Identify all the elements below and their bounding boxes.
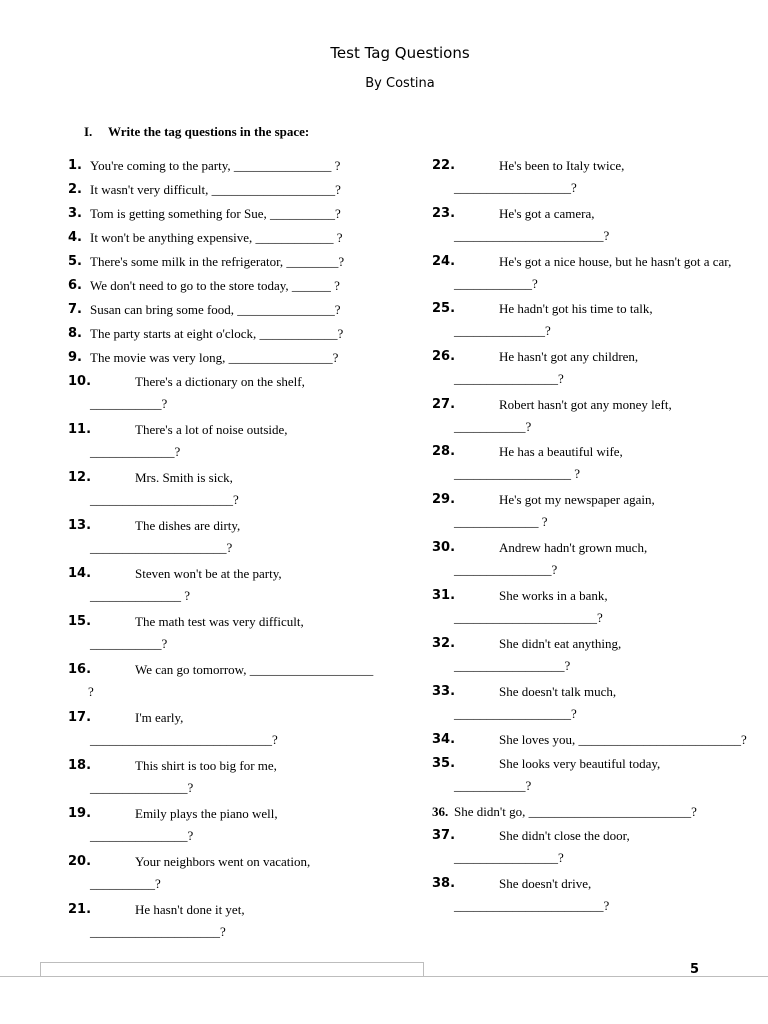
- question-text: She doesn't talk much,: [499, 684, 617, 699]
- answer-blank[interactable]: _______________?: [90, 780, 194, 795]
- answer-blank[interactable]: ___________?: [90, 636, 168, 651]
- author-line: By Costina: [365, 76, 435, 91]
- answer-blank[interactable]: ______________________?: [90, 492, 239, 507]
- question-number: 22.: [432, 158, 456, 173]
- answer-blank[interactable]: ________________?: [454, 850, 564, 865]
- question-number: 8.: [68, 326, 82, 341]
- question-text: Robert hasn't got any money left,: [499, 397, 672, 412]
- answer-blank[interactable]: ____________________________?: [90, 732, 278, 747]
- question-number: 34.: [432, 732, 456, 747]
- question-number: 5.: [68, 254, 82, 269]
- question-text: She didn't close the door,: [499, 828, 630, 843]
- question-number: 9.: [68, 350, 82, 365]
- question-text: Tom is getting something for Sue, __________?: [90, 206, 341, 221]
- question-number: 10.: [68, 374, 92, 389]
- question-text: The dishes are dirty,: [135, 518, 241, 533]
- answer-blank[interactable]: _____________ ?: [454, 514, 548, 529]
- question-number: 37.: [432, 828, 456, 843]
- question-text: She loves you, _________________________?: [499, 732, 747, 747]
- question-text: I'm early,: [135, 710, 184, 725]
- question-number: 15.: [68, 614, 92, 629]
- answer-blank[interactable]: __________________?: [454, 706, 577, 721]
- question-number: 26.: [432, 349, 456, 364]
- question-number: 21.: [68, 902, 92, 917]
- question-text: It won't be anything expensive, ____________ ?: [90, 230, 343, 245]
- footer-divider: [0, 976, 768, 977]
- answer-blank[interactable]: ________________?: [454, 371, 564, 386]
- answer-blank[interactable]: _________________?: [454, 658, 571, 673]
- question-number: 17.: [68, 710, 92, 725]
- question-text: She works in a bank,: [499, 588, 608, 603]
- answer-blank[interactable]: ___________?: [454, 778, 532, 793]
- answer-blank[interactable]: _____________________?: [90, 540, 233, 555]
- answer-blank[interactable]: __________________?: [454, 180, 577, 195]
- question-text: Steven won't be at the party,: [135, 566, 282, 581]
- question-text: He hasn't done it yet,: [135, 902, 245, 917]
- question-number: 29.: [432, 492, 456, 507]
- question-number: 1.: [68, 158, 82, 173]
- section-instruction: [84, 124, 309, 140]
- question-text: There's a lot of noise outside,: [135, 422, 288, 437]
- question-text: She looks very beautiful today,: [499, 756, 661, 771]
- answer-blank[interactable]: _______________?: [90, 828, 194, 843]
- question-text: She doesn't drive,: [499, 876, 592, 891]
- question-text: She didn't go, _________________________?: [454, 804, 697, 819]
- question-text: He's got a nice house, but he hasn't got a car,: [499, 254, 732, 269]
- answer-blank[interactable]: __________________ ?: [454, 466, 581, 481]
- answer-blank[interactable]: _______________?: [454, 562, 558, 577]
- question-text: Emily plays the piano well,: [135, 806, 278, 821]
- question-number: 20.: [68, 854, 92, 869]
- question-number: 16.: [68, 662, 92, 677]
- question-number: 38.: [432, 876, 456, 891]
- question-number: 4.: [68, 230, 82, 245]
- question-number: 18.: [68, 758, 92, 773]
- page-title: Test Tag Questions: [330, 44, 470, 62]
- answer-blank[interactable]: ____________________?: [90, 924, 226, 939]
- answer-blank[interactable]: _______________________?: [454, 228, 610, 243]
- question-text: You're coming to the party, _______________ ?: [90, 158, 341, 173]
- answer-blank[interactable]: _______________________?: [454, 898, 610, 913]
- question-number: 11.: [68, 422, 92, 437]
- question-number: 33.: [432, 684, 456, 699]
- answer-blank[interactable]: ____________?: [454, 276, 538, 291]
- question-text: There's a dictionary on the shelf,: [135, 374, 305, 389]
- question-text: Susan can bring some food, _______________?: [90, 302, 341, 317]
- answer-blank[interactable]: ______________ ?: [90, 588, 191, 603]
- section-numeral: I.: [84, 124, 93, 139]
- question-number: 12.: [68, 470, 92, 485]
- answer-blank[interactable]: ______________?: [454, 323, 551, 338]
- answer-blank[interactable]: __________?: [90, 876, 161, 891]
- question-number: 25.: [432, 301, 456, 316]
- question-text: He's been to Italy twice,: [499, 158, 625, 173]
- question-number: 23.: [432, 206, 456, 221]
- question-number: 28.: [432, 444, 456, 459]
- question-number: 6.: [68, 278, 82, 293]
- question-text: There's some milk in the refrigerator, ________?: [90, 254, 345, 269]
- question-text: The movie was very long, ________________?: [90, 350, 339, 365]
- answer-blank[interactable]: ?: [88, 684, 94, 699]
- question-number: 24.: [432, 254, 456, 269]
- answer-blank[interactable]: _____________?: [90, 444, 181, 459]
- question-text: He has a beautiful wife,: [499, 444, 623, 459]
- question-number: 3.: [68, 206, 82, 221]
- question-text: She didn't eat anything,: [499, 636, 622, 651]
- question-text: He hasn't got any children,: [499, 349, 639, 364]
- page-number: 5: [690, 962, 700, 977]
- question-text: The math test was very difficult,: [135, 614, 304, 629]
- question-number: 30.: [432, 540, 456, 555]
- question-number: 14.: [68, 566, 92, 581]
- question-text: Andrew hadn't grown much,: [499, 540, 648, 555]
- question-number: 19.: [68, 806, 92, 821]
- answer-blank[interactable]: ______________________?: [454, 610, 603, 625]
- question-text: It wasn't very difficult, ___________________?: [90, 182, 341, 197]
- question-text: He's got a camera,: [499, 206, 595, 221]
- question-text: We can go tomorrow, ___________________: [135, 662, 374, 677]
- question-number: 31.: [432, 588, 456, 603]
- question-number: 32.: [432, 636, 456, 651]
- question-number: 27.: [432, 397, 456, 412]
- answer-blank[interactable]: ___________?: [454, 419, 532, 434]
- question-text: This shirt is too big for me,: [135, 758, 277, 773]
- question-number: 7.: [68, 302, 82, 317]
- answer-blank[interactable]: ___________?: [90, 396, 168, 411]
- question-number: 2.: [68, 182, 82, 197]
- footer-tab: [40, 962, 424, 977]
- instruction-text: Write the tag questions in the space:: [108, 124, 310, 139]
- question-text: Your neighbors went on vacation,: [135, 854, 311, 869]
- question-text: He's got my newspaper again,: [499, 492, 655, 507]
- question-text: We don't need to go to the store today, ______ ?: [90, 278, 340, 293]
- question-number: 13.: [68, 518, 92, 533]
- question-number: 36.: [432, 804, 449, 819]
- question-text: The party starts at eight o'clock, ____________?: [90, 326, 344, 341]
- question-number: 35.: [432, 756, 456, 771]
- question-text: Mrs. Smith is sick,: [135, 470, 233, 485]
- question-text: He hadn't got his time to talk,: [499, 301, 653, 316]
